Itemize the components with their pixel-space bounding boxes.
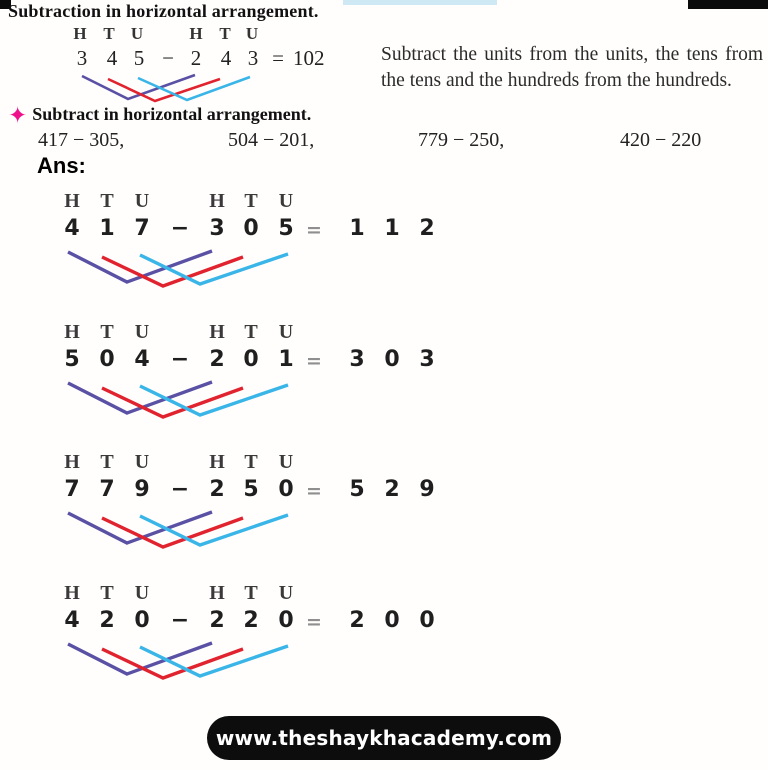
digit: 4 bbox=[106, 46, 118, 70]
footer-link[interactable] bbox=[207, 716, 561, 760]
column-header-u: U bbox=[130, 24, 144, 43]
column-header-t: T bbox=[100, 582, 114, 604]
column-header-h: H bbox=[64, 321, 80, 343]
digit: 4 bbox=[220, 46, 232, 70]
column-header-u: U bbox=[278, 582, 294, 604]
result-digit: 1 bbox=[349, 216, 365, 241]
equals-sign: = bbox=[272, 46, 284, 70]
problem-expression: 504 − 201, bbox=[228, 129, 315, 151]
result-digit: 0 bbox=[419, 608, 435, 633]
problem-expression: 779 − 250, bbox=[418, 129, 505, 151]
digit: 0 bbox=[243, 347, 259, 372]
column-header-u: U bbox=[245, 24, 259, 43]
top-blue-strip-artifact bbox=[343, 0, 497, 5]
digit: 5 bbox=[64, 347, 80, 372]
column-header-h: H bbox=[209, 321, 225, 343]
column-header-t: T bbox=[100, 190, 114, 212]
digit: 4 bbox=[64, 216, 80, 241]
column-header-h: H bbox=[73, 24, 87, 43]
result-digit: 3 bbox=[349, 347, 365, 372]
place-value-connector-lines bbox=[70, 72, 260, 106]
digit: 4 bbox=[134, 347, 150, 372]
digit: 2 bbox=[243, 608, 259, 633]
equals-sign: = bbox=[306, 480, 322, 502]
top-right-crop-artifact bbox=[688, 0, 768, 9]
column-header-t: T bbox=[100, 321, 114, 343]
result-digit: 5 bbox=[349, 477, 365, 502]
minus-sign: − bbox=[170, 477, 190, 502]
minus-sign: − bbox=[170, 216, 190, 241]
result-number: 102 bbox=[293, 46, 325, 70]
diamond-bullet-icon: ✦ bbox=[8, 103, 28, 128]
place-value-connector-lines bbox=[54, 248, 299, 292]
column-header-h: H bbox=[64, 190, 80, 212]
column-header-u: U bbox=[134, 190, 150, 212]
problem-expression: 420 − 220 bbox=[620, 129, 702, 151]
result-digit: 1 bbox=[384, 216, 400, 241]
column-header-u: U bbox=[278, 321, 294, 343]
column-header-t: T bbox=[244, 451, 258, 473]
column-header-h: H bbox=[209, 582, 225, 604]
column-header-u: U bbox=[134, 321, 150, 343]
column-header-u: U bbox=[134, 451, 150, 473]
result-digit: 9 bbox=[419, 477, 435, 502]
digit: 5 bbox=[278, 216, 294, 241]
problem-expression: 417 − 305, bbox=[38, 129, 125, 151]
digit: 2 bbox=[209, 347, 225, 372]
equals-sign: = bbox=[306, 219, 322, 241]
column-header-h: H bbox=[209, 451, 225, 473]
problems-row bbox=[0, 129, 768, 155]
minus-sign: − bbox=[162, 46, 174, 70]
instruction-row bbox=[8, 103, 311, 127]
digit: 3 bbox=[209, 216, 225, 241]
result-digit: 0 bbox=[384, 347, 400, 372]
digit: 0 bbox=[243, 216, 259, 241]
digit: 2 bbox=[209, 608, 225, 633]
digit: 1 bbox=[99, 216, 115, 241]
equals-sign: = bbox=[306, 350, 322, 372]
digit: 5 bbox=[243, 477, 259, 502]
result-digit: 3 bbox=[419, 347, 435, 372]
place-value-connector-lines bbox=[54, 509, 299, 553]
column-header-h: H bbox=[64, 451, 80, 473]
result-digit: 0 bbox=[384, 608, 400, 633]
answer-label: Ans: bbox=[37, 153, 86, 178]
instruction-heading: Subtract in horizontal arrangement. bbox=[32, 104, 312, 124]
worked-example bbox=[0, 451, 470, 573]
page-title: Subtraction in horizontal arrangement. bbox=[8, 1, 319, 21]
digit: 4 bbox=[64, 608, 80, 633]
worked-example bbox=[0, 190, 470, 312]
column-header-u: U bbox=[134, 582, 150, 604]
digit: 3 bbox=[247, 46, 259, 70]
digit: 1 bbox=[278, 347, 294, 372]
explanation-text: Subtract the units from the units, the tens from the tens and the hundreds from the hundreds. bbox=[381, 43, 763, 91]
intro-example bbox=[0, 24, 370, 108]
digit: 2 bbox=[209, 477, 225, 502]
digit: 0 bbox=[99, 347, 115, 372]
digit: 3 bbox=[76, 46, 88, 70]
column-header-t: T bbox=[244, 190, 258, 212]
digit: 7 bbox=[99, 477, 115, 502]
column-header-u: U bbox=[278, 451, 294, 473]
digit: 2 bbox=[99, 608, 115, 633]
equals-sign: = bbox=[306, 611, 322, 633]
column-header-t: T bbox=[100, 451, 114, 473]
column-header-t: T bbox=[244, 321, 258, 343]
column-header-u: U bbox=[278, 190, 294, 212]
digit: 2 bbox=[190, 46, 202, 70]
column-header-t: T bbox=[244, 582, 258, 604]
place-value-connector-lines bbox=[54, 379, 299, 423]
digit: 5 bbox=[133, 46, 145, 70]
digit: 9 bbox=[134, 477, 150, 502]
result-digit: 2 bbox=[419, 216, 435, 241]
column-header-h: H bbox=[64, 582, 80, 604]
digit: 7 bbox=[134, 216, 150, 241]
worked-example bbox=[0, 321, 470, 443]
column-header-t: T bbox=[219, 24, 231, 43]
minus-sign: − bbox=[170, 347, 190, 372]
column-header-h: H bbox=[209, 190, 225, 212]
digit: 0 bbox=[134, 608, 150, 633]
digit: 7 bbox=[64, 477, 80, 502]
footer-url-text: www.theshaykhacademy.com bbox=[215, 726, 553, 750]
digit: 0 bbox=[278, 608, 294, 633]
column-header-h: H bbox=[189, 24, 203, 43]
column-header-t: T bbox=[103, 24, 115, 43]
worked-example bbox=[0, 582, 470, 704]
result-digit: 2 bbox=[349, 608, 365, 633]
place-value-connector-lines bbox=[54, 640, 299, 684]
minus-sign: − bbox=[170, 608, 190, 633]
result-digit: 2 bbox=[384, 477, 400, 502]
digit: 0 bbox=[278, 477, 294, 502]
